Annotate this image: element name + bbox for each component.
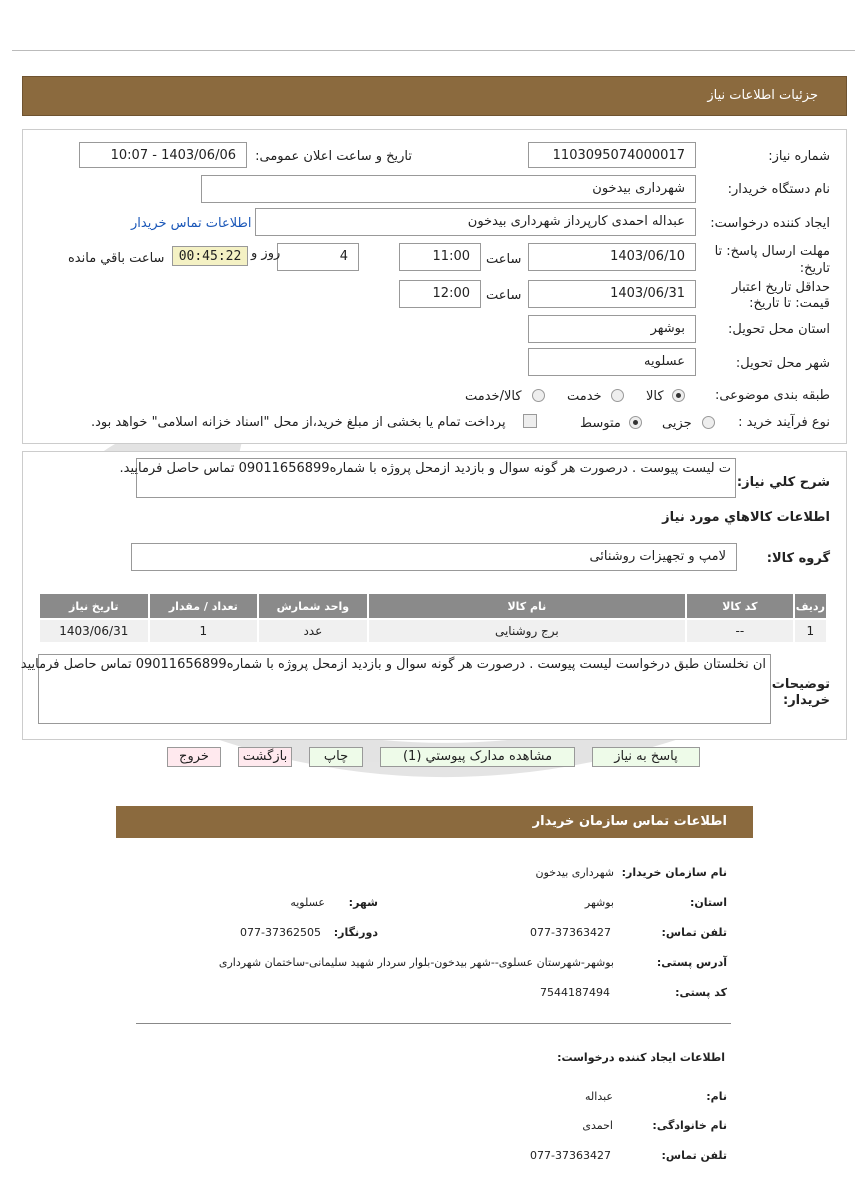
- category-radio-goods[interactable]: [672, 389, 685, 402]
- creator-family-label: نام خانوادگی:: [652, 1119, 727, 1132]
- city-contact-label: شهر:: [348, 896, 378, 909]
- cell-code: --: [687, 620, 793, 642]
- creator-phone-label: تلفن تماس:: [661, 1149, 727, 1162]
- creator-info-title: اطلاعات ایجاد کننده درخواست:: [557, 1051, 725, 1064]
- goods-group-label: گروه کالا:: [766, 551, 830, 566]
- table-row: [40, 620, 826, 642]
- creator-field: عبداله احمدی کارپرداز شهرداری بیدخون: [255, 208, 696, 236]
- need-number-field: 1103095074000017: [528, 142, 696, 168]
- announce-label: تاریخ و ساعت اعلان عمومی:: [255, 149, 412, 164]
- category-option-goods: کالا: [646, 389, 664, 404]
- contact-title: اطلاعات تماس سازمان خریدار: [532, 814, 727, 829]
- city-contact-value: عسلویه: [290, 896, 325, 909]
- view-attachments-button[interactable]: مشاهده مدارک پیوستي (1): [380, 747, 575, 767]
- creator-phone-value: 077-37363427: [530, 1149, 611, 1162]
- col-qty: تعداد / مقدار: [150, 594, 258, 618]
- cell-date: 1403/06/31: [40, 620, 148, 642]
- validity-time-label: ساعت: [486, 288, 522, 303]
- postal-label: کد پستی:: [675, 986, 727, 999]
- print-button[interactable]: چاپ: [309, 747, 363, 767]
- validity-time-field: 12:00: [399, 280, 481, 308]
- creator-name-value: عبداله: [585, 1090, 613, 1103]
- col-row: ردیف: [795, 594, 826, 618]
- address-value: بوشهر-شهرستان عسلوی--شهر بیدخون-بلوار سردار شهید سلیمانی-ساختمان شهرداری: [218, 956, 614, 969]
- deadline-label: مهلت ارسال پاسخ: تا: [714, 244, 830, 259]
- phone-label: تلفن تماس:: [661, 926, 727, 939]
- fax-value: 077-37362505: [240, 926, 321, 939]
- category-radio-service[interactable]: [611, 389, 624, 402]
- cell-row: 1: [795, 620, 826, 642]
- description-textarea: ت لیست پیوست . درصورت هر گونه سوال و بازدید ازمحل پروژه با شماره09011656899 تماس حاصل فرمایید.: [136, 458, 736, 498]
- city-label: شهر محل تحویل:: [735, 356, 830, 371]
- page-header: [22, 76, 847, 116]
- deadline-date-field: 1403/06/10: [528, 243, 696, 271]
- creator-label: ایجاد کننده درخواست:: [710, 216, 830, 231]
- province-contact-value: بوشهر: [584, 896, 614, 909]
- remaining-label: ساعت باقي مانده: [68, 251, 165, 266]
- validity-label-2: قیمت: تا تاریخ:: [749, 296, 830, 311]
- deadline-time-label: ساعت: [486, 252, 522, 267]
- category-option-both: کالا/خدمت: [465, 389, 522, 404]
- top-divider: [12, 50, 855, 51]
- remaining-timer: 00:45:22: [172, 246, 248, 266]
- reply-button[interactable]: پاسخ به نیاز: [592, 747, 700, 767]
- buyer-contact-link[interactable]: اطلاعات تماس خریدار: [131, 216, 252, 231]
- category-radio-both[interactable]: [532, 389, 545, 402]
- creator-family-value: احمدی: [582, 1119, 613, 1132]
- treasury-checkbox[interactable]: [523, 414, 537, 428]
- process-option-medium: متوسط: [580, 416, 621, 431]
- org-value: شهرداری بیدخون: [535, 866, 614, 879]
- back-button[interactable]: بازگشت: [238, 747, 292, 767]
- org-label: نام سازمان خریدار:: [621, 866, 727, 879]
- page-title: جزئیات اطلاعات نیاز: [707, 88, 818, 103]
- process-radio-minor[interactable]: [702, 416, 715, 429]
- cell-qty: 1: [150, 620, 258, 642]
- process-radio-medium[interactable]: [629, 416, 642, 429]
- description-label: شرح کلي نیاز:: [736, 475, 830, 490]
- category-option-service: خدمت: [567, 389, 602, 404]
- process-label: نوع فرآیند خرید :: [738, 415, 830, 430]
- buyer-field: شهرداری بیدخون: [201, 175, 696, 203]
- col-unit: واحد شمارش: [259, 594, 367, 618]
- goods-section-title: اطلاعات کالاهاي مورد نیاز: [662, 510, 830, 525]
- contact-header: [116, 806, 753, 838]
- province-contact-label: استان:: [690, 896, 727, 909]
- province-field: بوشهر: [528, 315, 696, 343]
- goods-table: [38, 592, 828, 644]
- days-field: 4: [277, 243, 359, 271]
- col-name: نام کالا: [369, 594, 686, 618]
- contact-divider: [136, 1023, 731, 1024]
- col-code: کد کالا: [687, 594, 793, 618]
- validity-label: حداقل تاریخ اعتبار: [731, 280, 830, 295]
- province-label: استان محل تحویل:: [728, 322, 830, 337]
- validity-date-field: 1403/06/31: [528, 280, 696, 308]
- cell-name: برج روشنایی: [369, 620, 686, 642]
- exit-button[interactable]: خروج: [167, 747, 221, 767]
- col-date: تاریخ نیاز: [40, 594, 148, 618]
- fax-label: دورنگار:: [333, 926, 378, 939]
- buyer-notes-textarea: ان نخلستان طبق درخواست لیست پیوست . درصورت هر گونه سوال و بازدید ازمحل پروژه با شماره09011656899 تماس حاصل فرمایید: [38, 654, 771, 724]
- phone-value: 077-37363427: [530, 926, 611, 939]
- city-field: عسلویه: [528, 348, 696, 376]
- creator-name-label: نام:: [706, 1090, 727, 1103]
- category-label: طبقه بندی موضوعی:: [714, 388, 830, 403]
- address-label: آدرس پستی:: [656, 956, 727, 969]
- days-suffix: روز و: [251, 246, 281, 261]
- buyer-label: نام دستگاه خریدار:: [727, 182, 830, 197]
- need-number-label: شماره نیاز:: [768, 149, 830, 164]
- deadline-time-field: 11:00: [399, 243, 481, 271]
- postal-value: 7544187494: [540, 986, 610, 999]
- announce-field: 1403/06/06 - 10:07: [79, 142, 247, 168]
- goods-group-field: لامپ و تجهیزات روشنائی: [131, 543, 737, 571]
- buyer-notes-label-2: خریدار:: [783, 693, 830, 708]
- buyer-notes-label: توضیحات: [771, 677, 830, 692]
- cell-unit: عدد: [259, 620, 367, 642]
- payment-text: پرداخت تمام یا بخشی از مبلغ خرید،از محل "اسناد خزانه اسلامی" خواهد بود.: [91, 415, 506, 430]
- process-option-minor: جزیی: [662, 416, 692, 431]
- deadline-label-2: تاریخ:: [799, 261, 830, 276]
